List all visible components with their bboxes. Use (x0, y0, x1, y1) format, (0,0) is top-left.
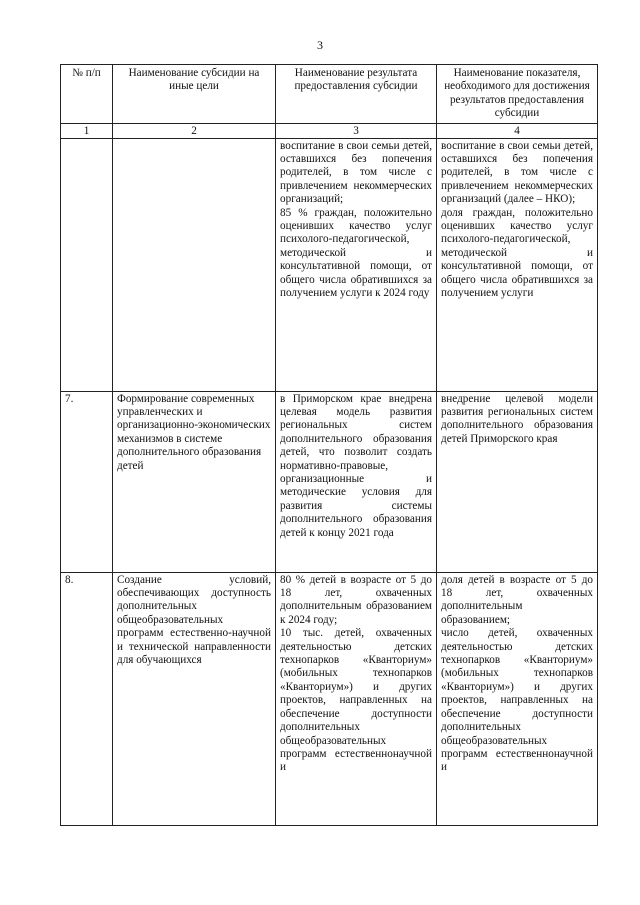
result-cell: в Приморском крае внедрена целевая модель развития региональных систем дополнительного образования детей, что позволит создать нормативно-правовые, организационные и методические условия для развития системы дополнительного образования детей к концу 2021 года (276, 391, 437, 572)
column-number: 4 (437, 123, 598, 138)
indicator-cell: воспитание в свои семьи детей, оставшихся без попечения родителей, в том числе с привлечением некоммерческих организаций (далее – НКО); доля граждан, положительно оценивших качество услуг психолого-педагогической, методической и консультативной помощи, от общего числа обратившихся за получением услуги (437, 138, 598, 391)
column-number: 2 (113, 123, 276, 138)
table-row (61, 572, 598, 825)
column-number: 1 (61, 123, 113, 138)
row-number: 8. (61, 572, 113, 825)
result-cell: воспитание в свои семьи детей, оставшихся без попечения родителей, в том числе с привлечением некоммерческих организаций; 85 % граждан, положительно оценивших качество услуг психолого-педагогической, методической и консультативной помощи, от общего числа обратившихся за получением услуги к 2024 году (276, 138, 437, 391)
column-number: 3 (276, 123, 437, 138)
table-header-row (61, 65, 598, 124)
header-indicator-name: Наименование показателя, необходимого для достижения результатов предоставления субсидии (437, 65, 598, 124)
row-number: 7. (61, 391, 113, 572)
subsidy-table (60, 64, 598, 826)
page-number: 3 (317, 38, 323, 52)
header-number: № п/п (61, 65, 113, 124)
table-row (61, 138, 598, 391)
header-subsidy-name: Наименование субсидии на иные цели (113, 65, 276, 124)
table-row (61, 391, 598, 572)
subsidy-name-cell (113, 138, 276, 391)
indicator-cell: внедрение целевой модели развития региональных систем дополнительного образования детей Приморского края (437, 391, 598, 572)
indicator-cell: доля детей в возрасте от 5 до 18 лет, охваченных дополнительным образованием; число детей, охваченных деятельностью детских технопарков «Кванториум» (мобильных технопарков «Кванториум») и других проектов, направленных на обеспечение доступности дополнительных общеобразовательных программ естественнонаучной и (437, 572, 598, 825)
subsidy-name-cell: Формирование современных управленческих и организационно-экономических механизмов в системе дополнительного образования детей (113, 391, 276, 572)
column-number-row (61, 123, 598, 138)
header-result-name: Наименование результата предоставления субсидии (276, 65, 437, 124)
row-number (61, 138, 113, 391)
subsidy-name-cell: Создание условий, обеспечивающих доступность дополнительных общеобразовательных программ естественно-научной и технической направленности для обучающихся (113, 572, 276, 825)
result-cell: 80 % детей в возрасте от 5 до 18 лет, охваченных дополнительным образованием к 2024 году; 10 тыс. детей, охваченных деятельностью детских технопарков «Кванториум» (мобильных технопарков «Кванториум») и других проектов, направленных на обеспечение доступности дополнительных общеобразовательных программ естественнонаучной и (276, 572, 437, 825)
